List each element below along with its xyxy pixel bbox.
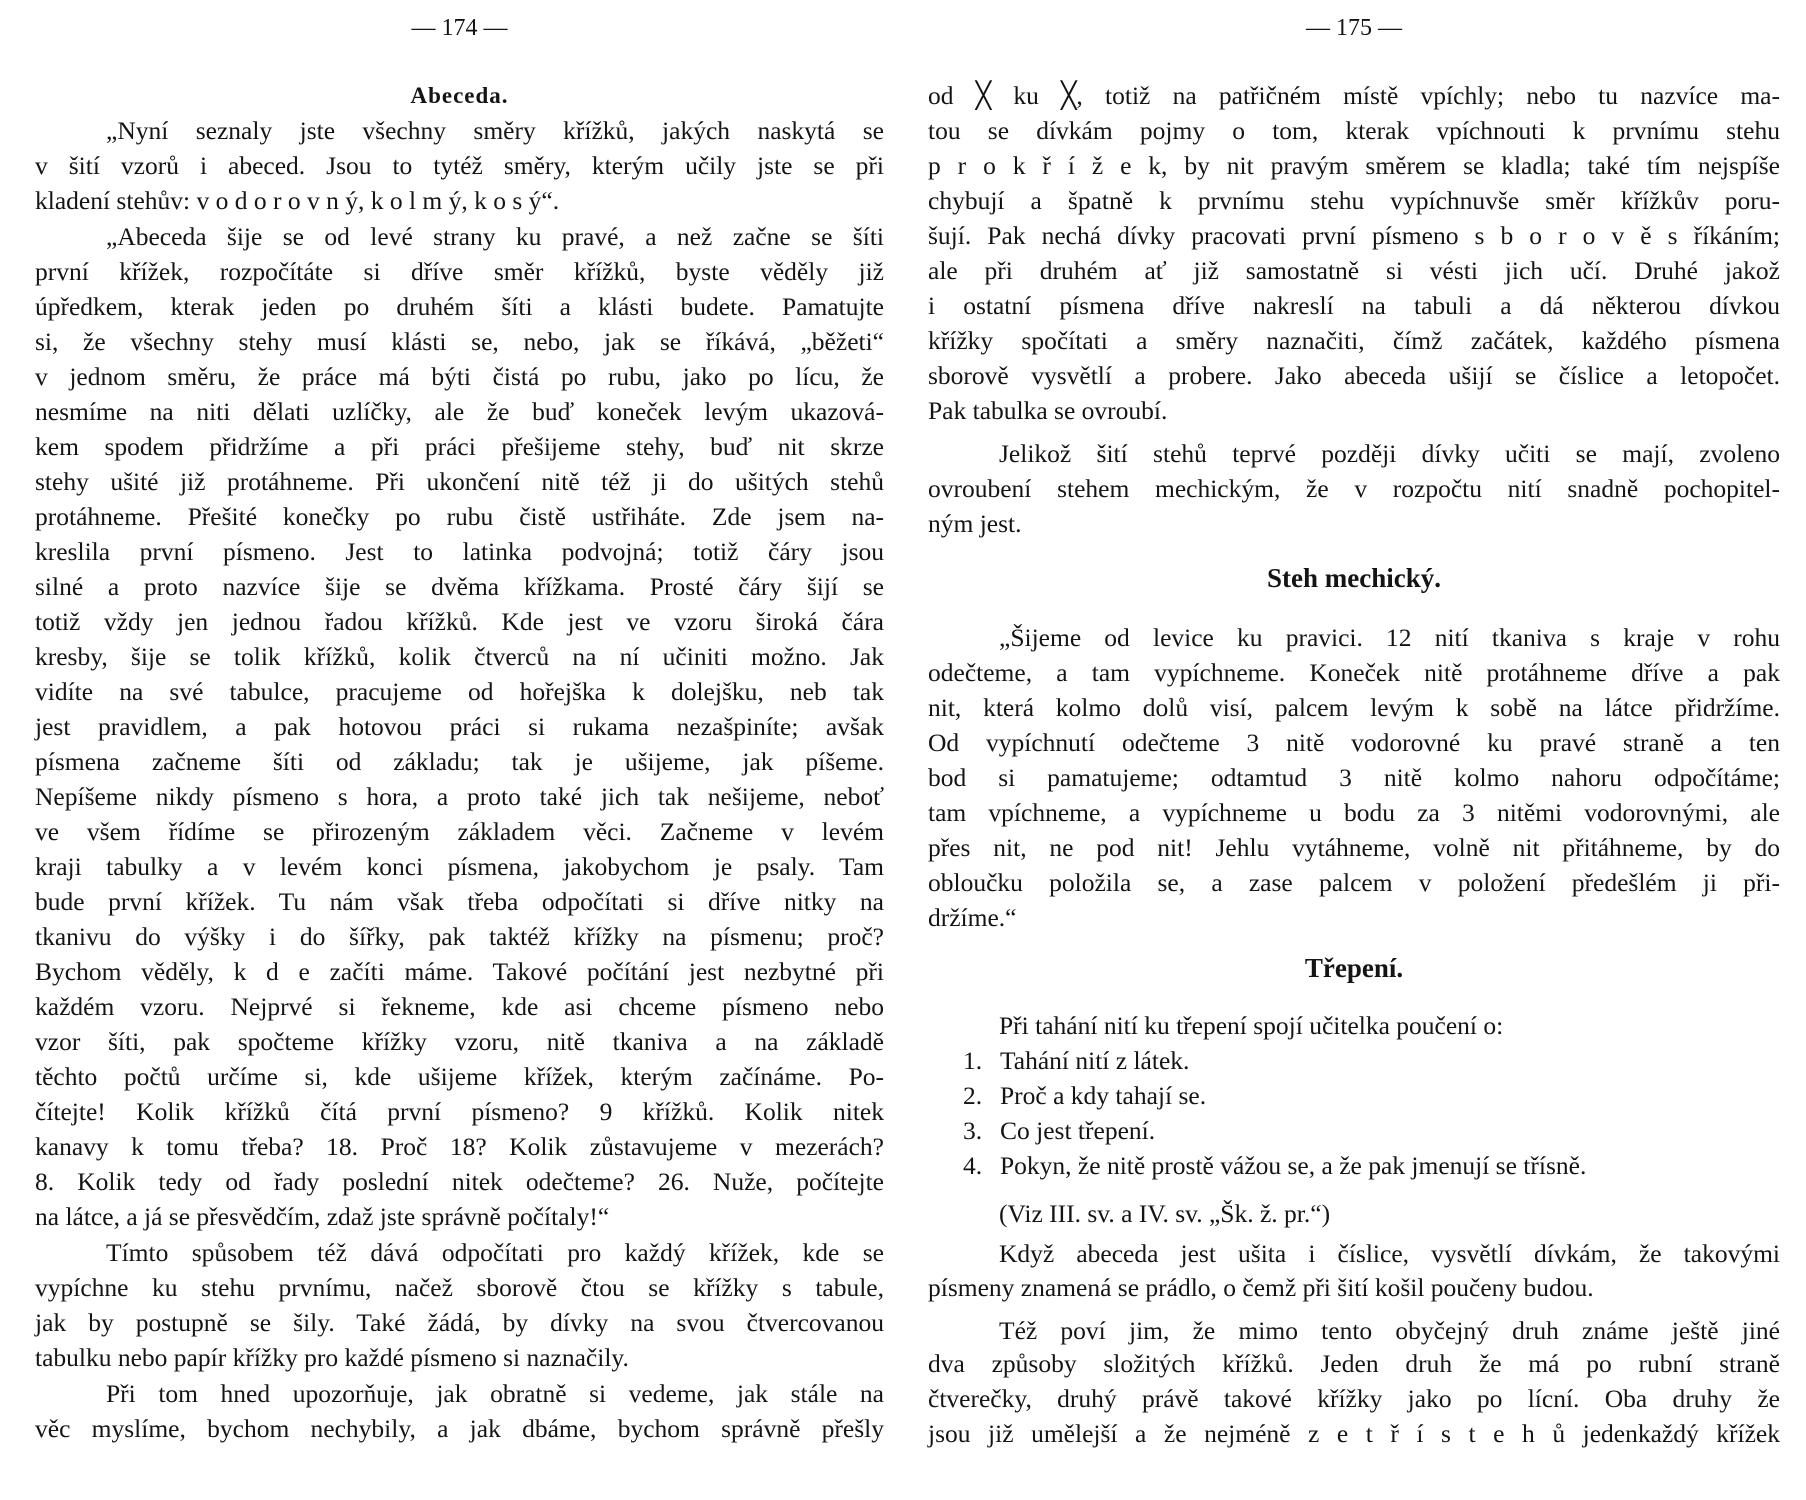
page-number: — 174 — [411, 15, 508, 41]
text-line: Též poví jim, že mimo tento obyčejný druh známe ještě jiné [999, 1316, 1780, 1345]
text-line: ale při druhém ať již samostatně si vésti jich učí. Druhé jakož [928, 256, 1780, 285]
text-line: chybují a špatně k prvnímu stehu vypíchnuvše směr křížkův poru- [928, 186, 1780, 215]
text-line: odečteme, a tam vypíchneme. Koneček nitě protáhneme dříve a pak [928, 658, 1780, 687]
text-line: protáhneme. Přešité konečky po rubu čistě ustřiháte. Zde jsem na- [35, 502, 884, 531]
paragraph-line: Při tahání nití ku třepení spojí učitelka poučení o: [999, 1011, 1504, 1040]
section-heading: Steh mechický. [1267, 563, 1441, 593]
text-line: jsou již umělejší a že nejméně z e t ř í s t e h ů jedenkaždý křížek [928, 1419, 1780, 1448]
text-line: v jednom směru, že práce má býti čistá po rubu, jako po lícu, že [35, 362, 884, 391]
list-text: Tahání nití z látek. [1000, 1046, 1190, 1075]
list-number: 4. [963, 1151, 983, 1180]
list-text: Pokyn, že nitě prostě vážou se, a že pak jmenují se třísně. [1000, 1151, 1587, 1180]
text-line: p r o k ř í ž e k, by nit pravým směrem se kladla; také tím nejspíše [928, 151, 1780, 180]
text-line: šují. Pak nechá dívky pracovati první písmeno s b o r o v ě s říkáním; [928, 221, 1780, 250]
text-line: totiž vždy jen jednou řadou křížků. Kde jest ve vzoru široká čára [35, 607, 884, 636]
text-line: vzor šíti, pak spočteme křížky vzoru, nitě tkaniva a na základě [35, 1027, 884, 1056]
text-line: první křížek, rozpočítáte si dříve směr křížků, byste věděly již [35, 257, 884, 286]
text-line: na látce, a já se přesvědčím, zdaž jste správně počítaly!“ [35, 1202, 610, 1231]
reference-note: (Viz III. sv. a IV. sv. „Šk. ž. pr.“) [999, 1199, 1331, 1228]
text-line: v šití vzorů i abeced. Jsou to tytéž směry, kterým učily jste se při [35, 151, 884, 180]
text-line: kem spodem přidržíme a při práci přešijeme stehy, buď nit skrze [35, 432, 884, 461]
text-line: Nepíšeme nikdy písmeno s hora, a proto také jich tak nešijeme, neboť [35, 782, 884, 811]
text-line: vidíte na své tabulce, pracujeme od hořejška k dolejšku, neb tak [35, 677, 884, 706]
text-line: Jelikož šití stehů teprvé později dívky učiti se mají, zvoleno [999, 439, 1780, 468]
text-line: ným jest. [928, 509, 1022, 538]
text-line: tkanivu do výšky i do šířky, pak taktéž křížky na písmenu; proč? [35, 922, 884, 951]
text-line: křížky spočítati a směry naznačiti, čímž začátek, každého písmena [928, 326, 1780, 355]
text-line: Od vypíchnutí odečteme 3 nitě vodorovné ku pravé straně a ten [928, 728, 1780, 757]
text-line: silné a proto nazvíce šije se dvěma křížkama. Prosté čáry šijí se [35, 572, 884, 601]
text-line: od ╳ ku ╳, totiž na patřičném místě vpíchly; nebo tu nazvíce ma- [928, 81, 1780, 110]
text-line: „Nyní seznaly jste všechny směry křížků, jakých naskytá se [106, 116, 884, 145]
text-line: bude první křížek. Tu nám však třeba odpočítati si dříve nitky na [35, 887, 884, 916]
text-line: přes nit, ne pod nit! Jehlu vytáhneme, volně nit přitáhneme, by do [928, 833, 1780, 862]
page-number: — 175 — [1306, 15, 1402, 41]
text-line: tabulku nebo papír křížky pro každé písmeno si naznačily. [35, 1343, 629, 1372]
text-line: 8. Kolik tedy od řady poslední nitek odečteme? 26. Nuže, počítejte [35, 1167, 884, 1196]
text-line: Pak tabulka se ovroubí. [928, 396, 1168, 425]
text-line: ve všem řídíme se přirozeným základem věci. Začneme v levém [35, 817, 884, 846]
text-line: jest pravidlem, a pak hotovou práci si rukama nezašpiníte; avšak [35, 712, 884, 741]
text-line: Tímto spůsobem též dává odpočítati pro každý křížek, kde se [106, 1238, 884, 1267]
text-line: Když abeceda jest ušita i číslice, vysvětlí dívkám, že takovými [999, 1239, 1780, 1268]
list-text: Proč a kdy tahají se. [1000, 1081, 1207, 1110]
text-line: „Abeceda šije se od levé strany ku pravé, a než začne se šíti [106, 222, 884, 251]
text-line: úpředkem, kterak jeden po druhém šíti a klásti budete. Pamatujte [35, 292, 884, 321]
text-line: i ostatní písmena dříve nakreslí na tabuli a dá některou dívkou [928, 291, 1780, 320]
text-line: ovroubení stehem mechickým, že v rozpočtu nití snadně pochopitel- [928, 474, 1780, 503]
list-number: 2. [963, 1081, 983, 1110]
text-line: Bychom věděly, k d e začíti máme. Takové počítání jest nezbytné při [35, 957, 884, 986]
text-line: nesmíme na niti dělati uzlíčky, ale že buď koneček levým ukazová- [35, 397, 884, 426]
text-line: sborově vysvětlí a probere. Jako abeceda ušijí se číslice a letopočet. [928, 361, 1780, 390]
text-line: těchto počtů určíme si, kde ušijeme křížek, kterým začínáme. Po- [35, 1062, 884, 1091]
text-line: nit, která kolmo dolů visí, palcem levým k sobě na látce přidržíme. [928, 693, 1780, 722]
text-line: dva způsoby složitých křížků. Jeden druh že má po rubní straně [928, 1349, 1780, 1378]
text-line: kresby, šije se tolik křížků, kolik čtverců na ní učiniti možno. Jak [35, 642, 884, 671]
text-line: kreslila první písmeno. Jest to latinka podvojná; totiž čáry jsou [35, 537, 884, 566]
list-item [963, 1081, 1780, 1111]
text-line: tou se dívkám pojmy o tom, kterak vpíchnouti k prvnímu stehu [928, 116, 1780, 145]
text-line: písmeny znamená se prádlo, o čemž při šití košil poučeny budou. [928, 1273, 1594, 1302]
text-line: vypíchne ku stehu prvnímu, načež sborově čtou se křížky s tabule, [35, 1273, 884, 1302]
list-number: 1. [963, 1046, 983, 1075]
text-line: obloučku položila se, a zase palcem v položení předešlém ji při- [928, 868, 1780, 897]
list-text: Co jest třepení. [1000, 1116, 1156, 1145]
list-item [963, 1151, 1780, 1181]
list-number: 3. [963, 1116, 983, 1145]
section-heading: Třepení. [1304, 953, 1404, 983]
text-line: každém vzoru. Nejprvé si řekneme, kde asi chceme písmeno nebo [35, 992, 884, 1021]
text-line: „Šijeme od levice ku pravici. 12 nití tkaniva s kraje v rohu [999, 623, 1780, 652]
left-page [35, 0, 884, 1500]
text-line: písmena začneme šíti od základu; tak je ušijeme, jak píšeme. [35, 747, 884, 776]
text-line: kladení stehův: v o d o r o v n ý, k o l m ý, k o s ý“. [35, 186, 560, 215]
text-line: držíme.“ [928, 903, 1017, 932]
text-line: kanavy k tomu třeba? 18. Proč 18? Kolik zůstavujeme v mezerách? [35, 1132, 884, 1161]
text-line: jak by postupně se šily. Také žádá, by dívky na svou čtvercovanou [35, 1308, 884, 1337]
list-item [963, 1046, 1780, 1076]
text-line: věc myslíme, bychom nechybily, a jak dbáme, bychom správně přešly [35, 1414, 884, 1443]
text-line: tam vpíchneme, a vypíchneme u bodu za 3 nitěmi vodorovnými, ale [928, 798, 1780, 827]
text-line: stehy ušité již protáhneme. Při ukončení nitě též ji do ušitých stehů [35, 467, 884, 496]
text-line: Při tom hned upozorňuje, jak obratně si vedeme, jak stále na [106, 1379, 884, 1408]
text-line: kraji tabulky a v levém konci písmena, jakobychom je psaly. Tam [35, 852, 884, 881]
text-line: čtverečky, druhý právě takové křížky jako po lícní. Oba druhy že [928, 1384, 1780, 1413]
text-line: si, že všechny stehy musí klásti se, nebo, jak se říkává, „běžeti“ [35, 327, 884, 356]
text-line: čítejte! Kolik křížků čítá první písmeno? 9 křížků. Kolik nitek [35, 1097, 884, 1126]
list-item [963, 1116, 1780, 1146]
section-heading: Abeceda. [410, 83, 509, 108]
text-line: bod si pamatujeme; odtamtud 3 nitě kolmo nahoru odpočítáme; [928, 763, 1780, 792]
right-page [928, 0, 1780, 1500]
